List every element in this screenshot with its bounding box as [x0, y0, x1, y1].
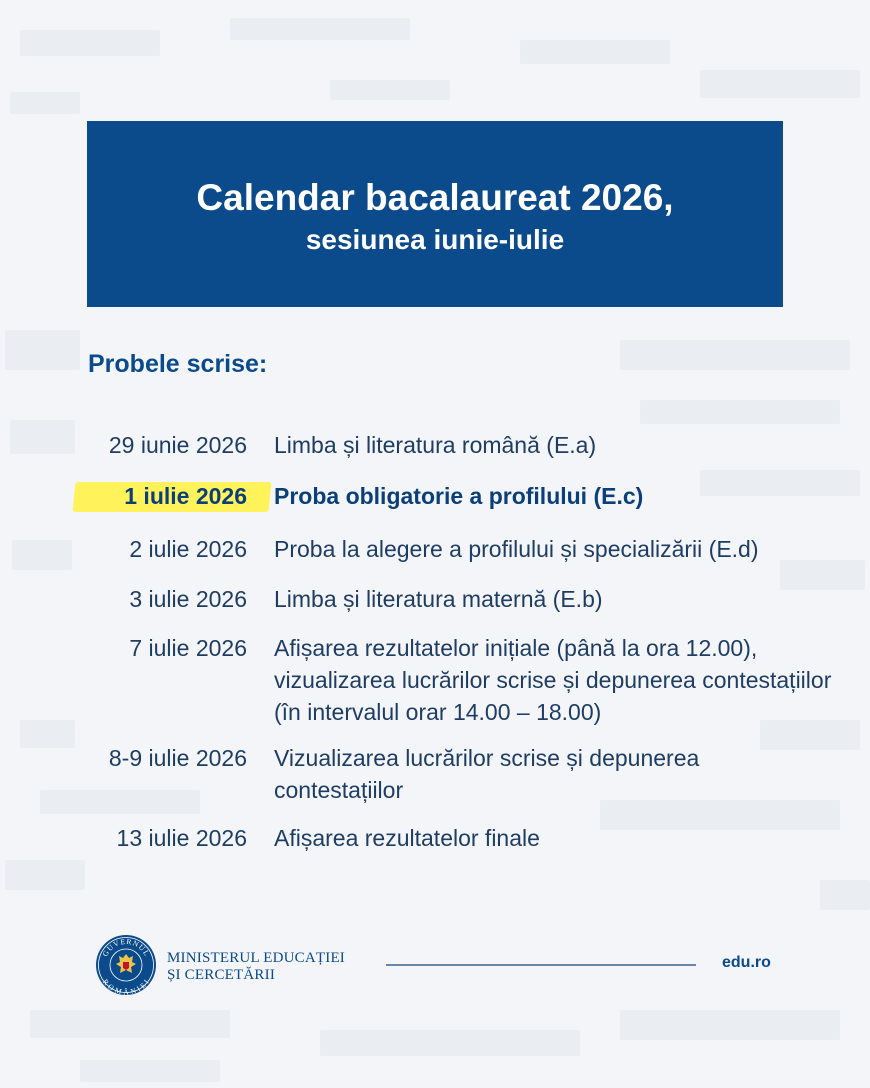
schedule-date: 3 iulie 2026 [129, 586, 247, 612]
schedule-date: 8-9 iulie 2026 [108, 745, 247, 771]
schedule-date: 2 iulie 2026 [129, 536, 247, 562]
schedule-date: 29 iunie 2026 [108, 432, 247, 458]
title-banner [87, 121, 783, 307]
page-subtitle: sesiunea iunie-iulie [305, 224, 565, 255]
ministry-name [167, 950, 345, 984]
government-seal-icon [95, 934, 157, 996]
ministry-name-line2: ȘI CERCETĂRII [167, 967, 276, 983]
schedule-description: Limba și literatura română (E.a) [274, 432, 597, 458]
footer-divider [386, 964, 696, 966]
website-link[interactable]: edu.ro [722, 954, 771, 971]
seal-text-top: GUVERNUL [100, 936, 152, 958]
schedule-description: Afișarea rezultatelor finale [274, 825, 540, 851]
page-title: Calendar bacalaureat 2026, [196, 177, 674, 218]
seal-text-bottom: ROMÂNIEI [100, 977, 152, 996]
schedule-date: 1 iulie 2026 [124, 483, 247, 509]
schedule-description: Vizualizarea lucrărilor scrise și depunerea contestațiilor [274, 745, 700, 803]
ministry-name-line1: MINISTERUL EDUCAȚIEI [167, 950, 346, 966]
schedule-description: Limba și literatura maternă (E.b) [274, 586, 603, 612]
section-heading: Probele scrise: [88, 350, 268, 378]
schedule-date: 7 iulie 2026 [129, 635, 247, 661]
schedule-description: Proba la alegere a profilului și specializării (E.d) [274, 536, 759, 562]
schedule-description: Afișarea rezultatelor inițiale (până la ora 12.00), vizualizarea lucrărilor scrise și depunerea contestațiilor (în intervalul orar 14.00 – 18.00) [274, 635, 832, 725]
schedule-date: 13 iulie 2026 [116, 825, 247, 851]
schedule-description: Proba obligatorie a profilului (E.c) [274, 483, 644, 509]
